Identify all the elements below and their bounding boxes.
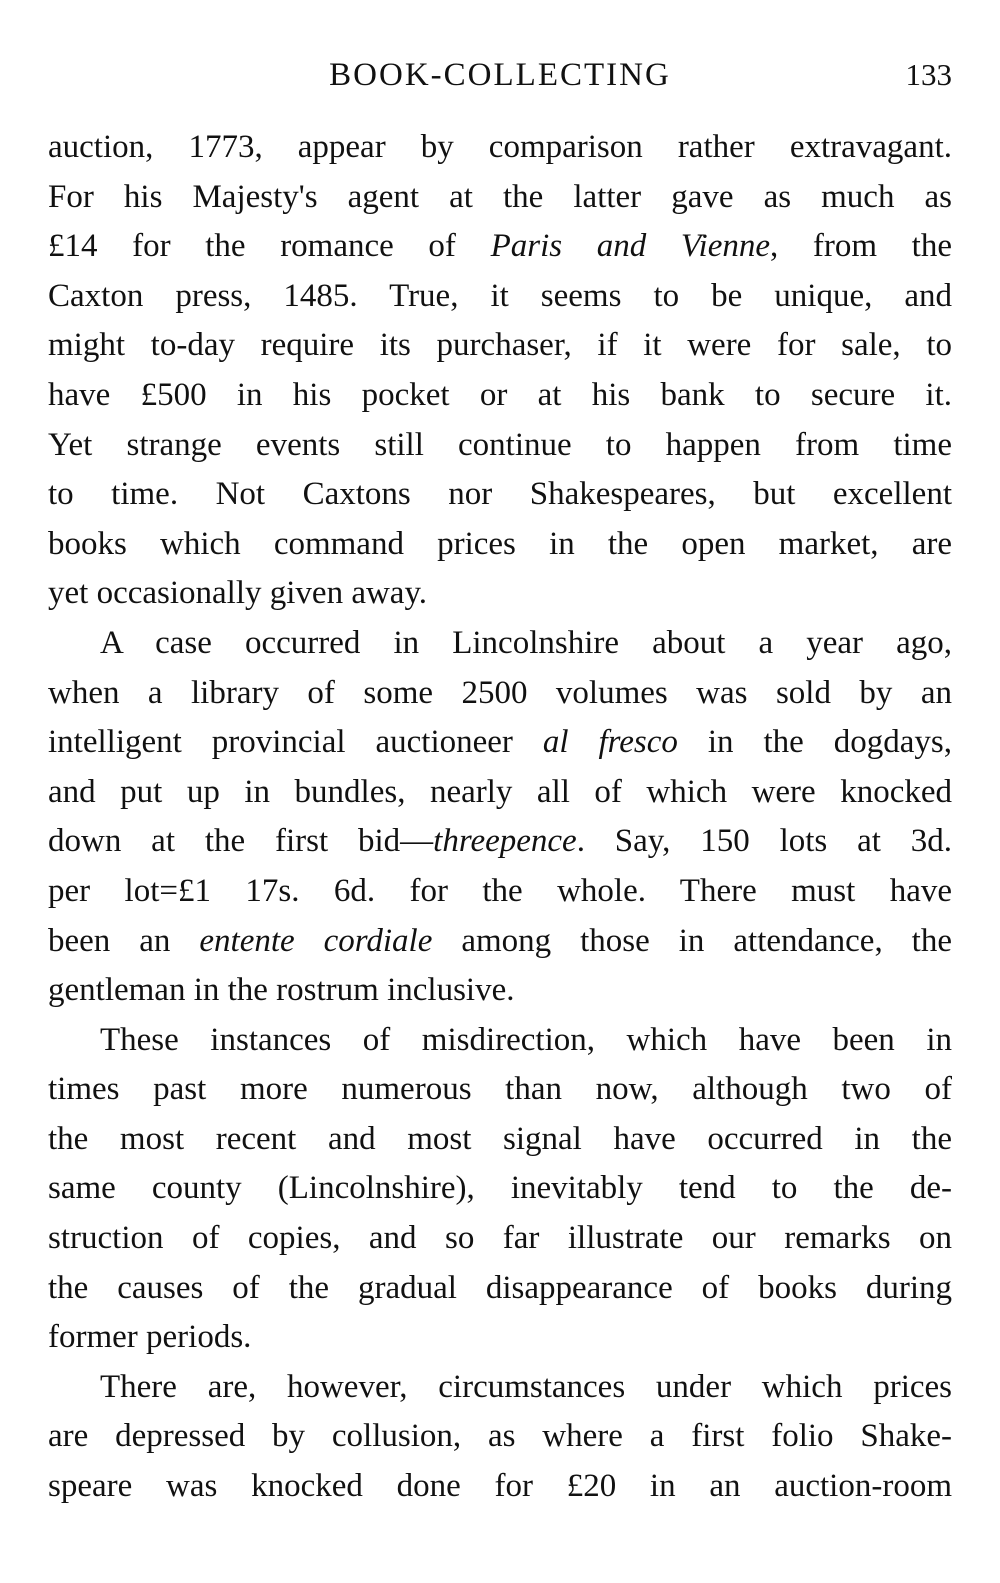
- text-line: There are, however, circumstances under which prices: [100, 1368, 952, 1405]
- text-line: and put up in bundles, nearly all of which were knocked: [48, 773, 952, 810]
- text-line: per lot=£1 17s. 6d. for the whole. There must have: [48, 872, 952, 909]
- paragraph-3: [48, 1016, 952, 1363]
- text-line: times past more numerous than now, although two of: [48, 1071, 952, 1108]
- text-line: might to-day require its purchaser, if it were for sale, to: [48, 327, 952, 364]
- italic-phrase: entente cordiale: [199, 922, 433, 959]
- text-line: down at the first bid—threepence. Say, 150 lots at 3d.: [48, 823, 952, 860]
- text-line: struction of copies, and so far illustrate our remarks on: [48, 1220, 952, 1257]
- text-line: £14 for the romance of Paris and Vienne, from the: [48, 228, 952, 265]
- text-line: the causes of the gradual disappearance of books during: [48, 1269, 952, 1306]
- text-line: yet occasionally given away.: [48, 575, 428, 612]
- text-line: are depressed by collusion, as where a first folio Shake-: [48, 1418, 952, 1455]
- text-line: speare was knocked done for £20 in an auction-room: [48, 1468, 952, 1505]
- text-line: been an entente cordiale among those in attendance, the: [48, 922, 952, 959]
- text-line: the most recent and most signal have occurred in the: [48, 1120, 952, 1157]
- paragraph-2: [48, 619, 952, 1016]
- text-line: Yet strange events still continue to happen from time: [48, 426, 952, 463]
- text-line: auction, 1773, appear by comparison rather extravagant.: [48, 129, 952, 165]
- text-line: when a library of some 2500 volumes was sold by an: [48, 674, 952, 711]
- text-line: same county (Lincolnshire), inevitably tend to the de-: [48, 1170, 952, 1207]
- paragraph-1: [48, 123, 952, 619]
- running-head: [48, 52, 952, 98]
- text-line: For his Majesty's agent at the latter gave as much as: [48, 178, 952, 215]
- text-line: former periods.: [48, 1319, 252, 1356]
- italic-phrase: al fresco: [542, 724, 678, 761]
- text-line: books which command prices in the open market, are: [48, 525, 952, 562]
- text-line: to time. Not Caxtons nor Shakespeares, but excellent: [48, 476, 952, 513]
- italic-phrase: Paris and Vienne: [490, 228, 771, 265]
- body-text: [48, 123, 952, 1512]
- paragraph-4: [48, 1363, 952, 1512]
- text-line: gentleman in the rostrum inclusive.: [48, 972, 515, 1009]
- text-line: intelligent provincial auctioneer al fresco in the dogdays,: [48, 724, 952, 761]
- running-title: BOOK-COLLECTING: [329, 57, 671, 93]
- text-line: Caxton press, 1485. True, it seems to be unique, and: [48, 277, 952, 314]
- text-line: A case occurred in Lincolnshire about a year ago,: [100, 624, 952, 661]
- page-number: 133: [905, 57, 952, 92]
- text-line: These instances of misdirection, which have been in: [100, 1021, 952, 1058]
- text-line: have £500 in his pocket or at his bank to secure it.: [48, 376, 952, 413]
- italic-phrase: threepence: [433, 823, 577, 860]
